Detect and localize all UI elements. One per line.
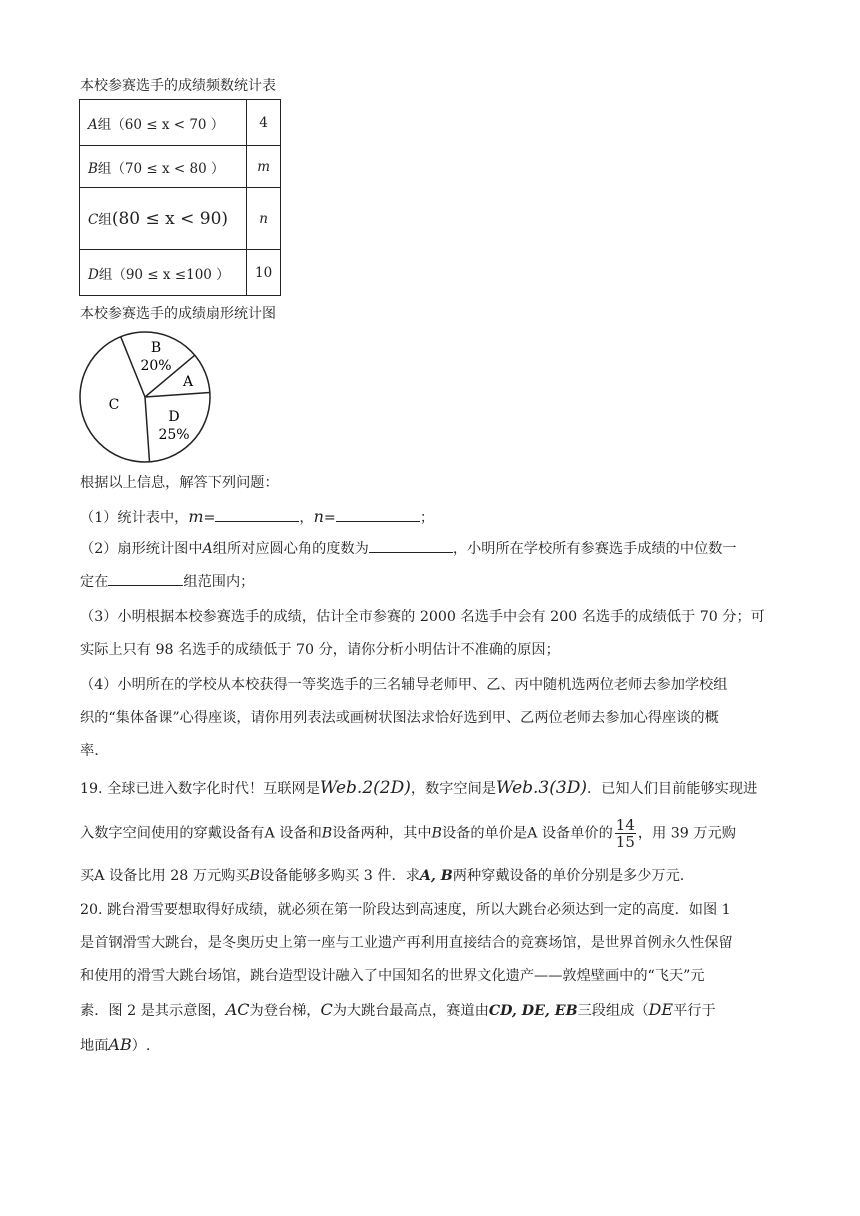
pie-label-d: D — [168, 409, 180, 425]
answer-blank-m — [215, 507, 299, 522]
table-cell-group: B组（70 ≤ x < 80 ） — [80, 146, 247, 188]
question-4: （4）小明所在的学校从本校获得一等奖选手的三名辅导老师甲、乙、丙中随机选两位老师去参加学校组 织的“集体备课”心得座谈，请你用列表法或画树状图法求恰好选到甲、乙两位老师去参加心得座谈的概 率. — [80, 677, 728, 759]
intro-text: 根据以上信息，解答下列问题： — [80, 475, 279, 491]
table-cell-group: A组（60 ≤ x < 70 ） — [80, 100, 247, 146]
table-cell-group: C组(80 ≤ x < 90) — [80, 188, 247, 250]
table-cell-value: 4 — [247, 100, 281, 146]
problem-19-line3: 买A 设备比用 28 万元购买B设备能够多购买 3 件．求A, B两种穿戴设备的单价分别是多少万元. — [80, 868, 685, 884]
question-2: （2）扇形统计图中A组所对应圆心角的度数为 ，小明所在学校所有参赛选手成绩的中位数一 定在 组范围内； — [80, 533, 800, 599]
pie-label-c: C — [108, 397, 120, 413]
fraction-14-15: $\frac{14}{15}$ — [615, 816, 635, 851]
table-cell-value: m — [247, 146, 281, 188]
answer-blank-angle — [369, 538, 453, 553]
table-caption: 本校参赛选手的成绩频数统计表 — [80, 78, 276, 94]
pie-label-b-pct: 20% — [140, 358, 172, 374]
question-3: （3）小明根据本校参赛选手的成绩，估计全市参赛的 2000 名选手中会有 200 名选手的成绩低于 70 分；可 实际上只有 98 名选手的成绩低于 70 分，请你分析小明估计不准确的原因； — [80, 609, 765, 658]
pie-label-b: B — [150, 340, 162, 356]
pie-divider — [145, 393, 210, 398]
pie-label-a: A — [182, 374, 194, 390]
table-row — [80, 146, 281, 188]
problem-20: 20. 跳台滑雪要想取得好成绩，就必须在第一阶段达到高速度，所以大跳台必须达到一定的高度．如图 1 是首钢滑雪大跳台，是冬奥历史上第一座与工业遗产再利用直接结合的竞赛场馆，是世界首例永久性保留 和使用的滑雪大跳台场馆，跳台造型设计融入了中国知名的世界文化遗产——敦煌壁画中的“飞天”元 素．图 2 是其示意图，AC为登台梯，C为大跳台最高点，赛道由CD, DE, EB三段组成（DE平行于 地面AB）. — [80, 902, 733, 1054]
answer-blank-n — [336, 507, 420, 522]
pie-chart — [76, 328, 216, 468]
table-row — [80, 100, 281, 146]
question-1: （1）统计表中，m= ，n= ； — [80, 507, 435, 526]
table-cell-value: n — [247, 188, 281, 250]
pie-label-d-pct: 25% — [158, 427, 190, 443]
pie-caption: 本校参赛选手的成绩扇形统计图 — [80, 306, 276, 322]
table-cell-group: D组（90 ≤ x ≤100 ） — [80, 250, 247, 296]
table-cell-value: 10 — [247, 250, 281, 296]
problem-19: 19. 全球已进入数字化时代！互联网是Web.2(2D)，数字空间是Web.3(3D)．已知人们目前能够实现进 — [80, 778, 758, 798]
table-row — [80, 188, 281, 250]
problem-19-line2: 入数字空间使用的穿戴设备有A 设备和B设备两种，其中B设备的单价是A 设备单价的 $\frac{14}{15}$ ，用 39 万元购 — [80, 816, 736, 851]
frequency-table — [79, 99, 281, 296]
pie-divider — [145, 397, 150, 462]
table-row — [80, 250, 281, 296]
answer-blank-group — [108, 571, 183, 586]
